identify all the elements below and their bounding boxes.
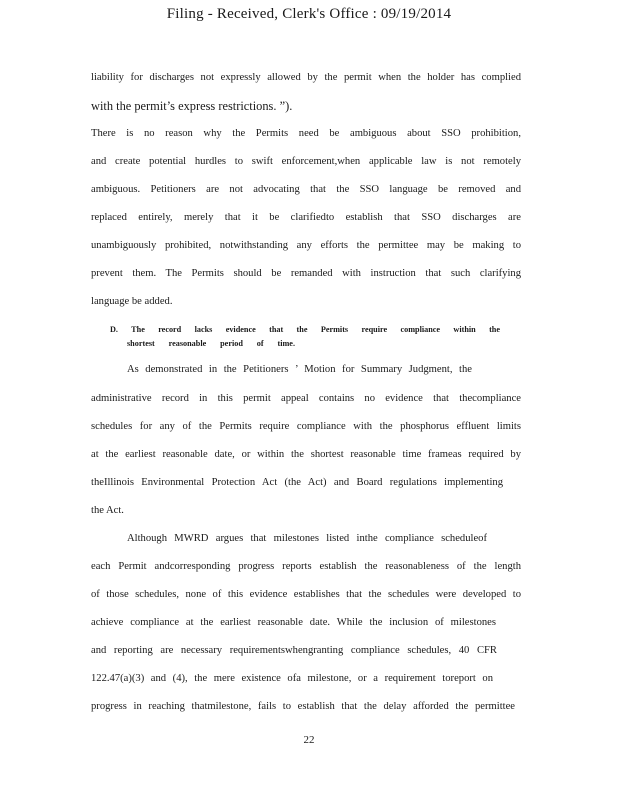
body-line: schedules for any of the Permits require compliance with the phosphorus effluent limits (91, 421, 521, 432)
body-line: unambiguously prohibited, notwithstanding any efforts the permittee may be making to (91, 240, 521, 251)
body-line: with the permit’s express restrictions. ”). (91, 99, 293, 113)
body-line: ambiguous. Petitioners are not advocating that the SSO language be removed and (91, 184, 521, 195)
body-line: the Act. (91, 505, 124, 516)
body-line: liability for discharges not expressly allowed by the permit when the holder has complied (91, 72, 521, 83)
body-line: theIllinois Environmental Protection Act (the Act) and Board regulations implementing (91, 477, 503, 488)
body-line: There is no reason why the Permits need be ambiguous about SSO prohibition, (91, 128, 521, 139)
body-line: language be added. (91, 296, 173, 307)
body-line: progress in reaching thatmilestone, fails to establish that the delay afforded the permittee (91, 701, 515, 712)
page-number: 22 (303, 734, 315, 746)
body-line: and reporting are necessary requirementswhengranting compliance schedules, 40 CFR (91, 645, 497, 656)
body-line: and create potential hurdles to swift enforcement,when applicable law is not remotely (91, 156, 521, 167)
body-line: at the earliest reasonable date, or within the shortest reasonable time frameas required by (91, 449, 521, 460)
body-line: prevent them. The Permits should be remanded with instruction that such clarifying (91, 268, 521, 279)
body-line: each Permit andcorresponding progress reports establish the reasonableness of the length (91, 561, 521, 572)
body-line: As demonstrated in the Petitioners ’ Motion for Summary Judgment, the (127, 364, 472, 375)
body-line: of those schedules, none of this evidence establishes that the schedules were developed to (91, 589, 521, 600)
body-line: achieve compliance at the earliest reasonable date. While the inclusion of milestones (91, 617, 496, 628)
body-line: replaced entirely, merely that it be clarifiedto establish that SSO discharges are (91, 212, 521, 223)
section-heading-line: D. The record lacks evidence that the Permits require compliance within the (110, 325, 500, 334)
filing-stamp-header: Filing - Received, Clerk's Office : 09/19/2014 (166, 6, 452, 22)
body-line: administrative record in this permit appeal contains no evidence that thecompliance (91, 393, 521, 404)
body-line: Although MWRD argues that milestones listed inthe compliance scheduleof (127, 533, 487, 544)
body-line: 122.47(a)(3) and (4), the mere existence ofa milestone, or a requirement toreport on (91, 673, 493, 684)
section-heading-line: shortest reasonable period of time. (127, 339, 295, 348)
